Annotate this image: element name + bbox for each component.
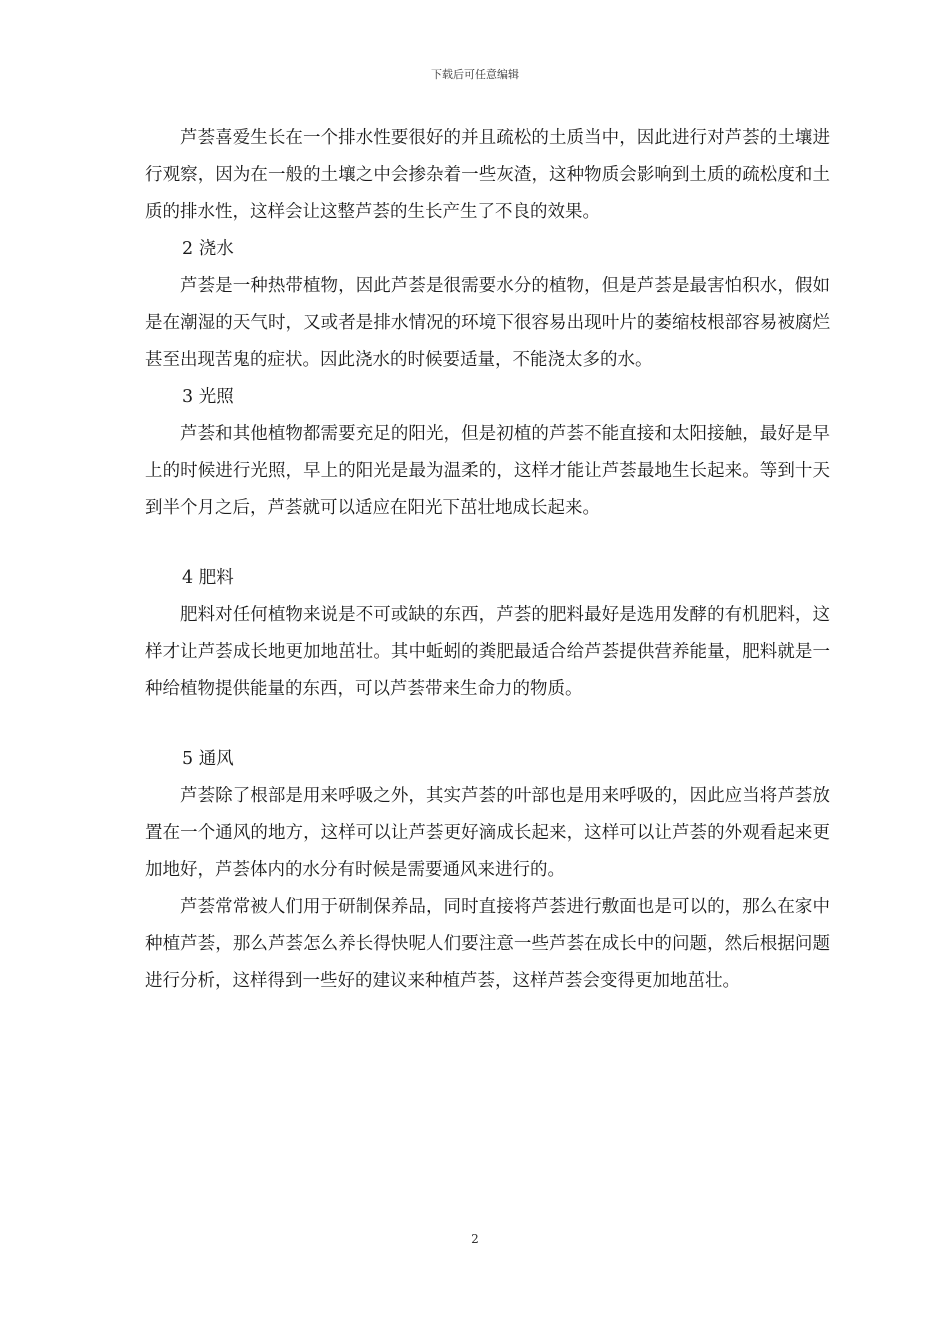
paragraph-ventilation: 芦荟除了根部是用来呼吸之外，其实芦荟的叶部也是用来呼吸的，因此应当将芦荟放置在一个通风的地方，这样可以让芦荟更好滴成长起来，这样可以让芦荟的外观看起来更加地好，芦荟体内的水分有时候是需要通风来进行的。: [145, 786, 830, 880]
paragraph-watering: 芦荟是一种热带植物，因此芦荟是很需要水分的植物，但是芦荟是最害怕积水，假如是在潮湿的天气时，又或者是排水情况的环境下很容易出现叶片的萎缩枝根部容易被腐烂甚至出现苦鬼的症状。因此浇水的时候要适量，不能浇太多的水。: [145, 276, 830, 370]
heading-ventilation: 5 通风: [182, 749, 234, 769]
paragraph-soil: 芦荟喜爱生长在一个排水性要很好的并且疏松的土质当中，因此进行对芦荟的土壤进行观察，因为在一般的土壤之中会掺杂着一些灰渣，这种物质会影响到土质的疏松度和土质的排水性，这样会让这整芦荟的生长产生了不良的效果。: [145, 128, 830, 222]
page-number: 2: [471, 1232, 479, 1246]
paragraph-light: 芦荟和其他植物都需要充足的阳光，但是初植的芦荟不能直接和太阳接触，最好是早上的时候进行光照，早上的阳光是最为温柔的，这样才能让芦荟最地生长起来。等到十天到半个月之后，芦荟就可以适应在阳光下茁壮地成长起来。: [145, 424, 830, 518]
section-spacer: [145, 527, 830, 560]
heading-light: 3 光照: [182, 387, 234, 407]
page-header: 下载后可任意编辑: [431, 68, 519, 81]
document-body: [145, 120, 830, 1000]
heading-fertilizer: 4 肥料: [182, 568, 234, 588]
section-spacer: [145, 708, 830, 741]
paragraph-conclusion: 芦荟常常被人们用于研制保养品，同时直接将芦荟进行敷面也是可以的，那么在家中种植芦荟，那么芦荟怎么养长得快呢人们要注意一些芦荟在成长中的问题，然后根据问题进行分析，这样得到一些好的建议来种植芦荟，这样芦荟会变得更加地茁壮。: [145, 897, 830, 991]
heading-watering: 2 浇水: [182, 239, 234, 259]
paragraph-fertilizer: 肥料对任何植物来说是不可或缺的东西，芦荟的肥料最好是选用发酵的有机肥料，这样才让芦荟成长地更加地茁壮。其中蚯蚓的粪肥最适合给芦荟提供营养能量，肥料就是一种给植物提供能量的东西，可以芦荟带来生命力的物质。: [145, 605, 830, 699]
